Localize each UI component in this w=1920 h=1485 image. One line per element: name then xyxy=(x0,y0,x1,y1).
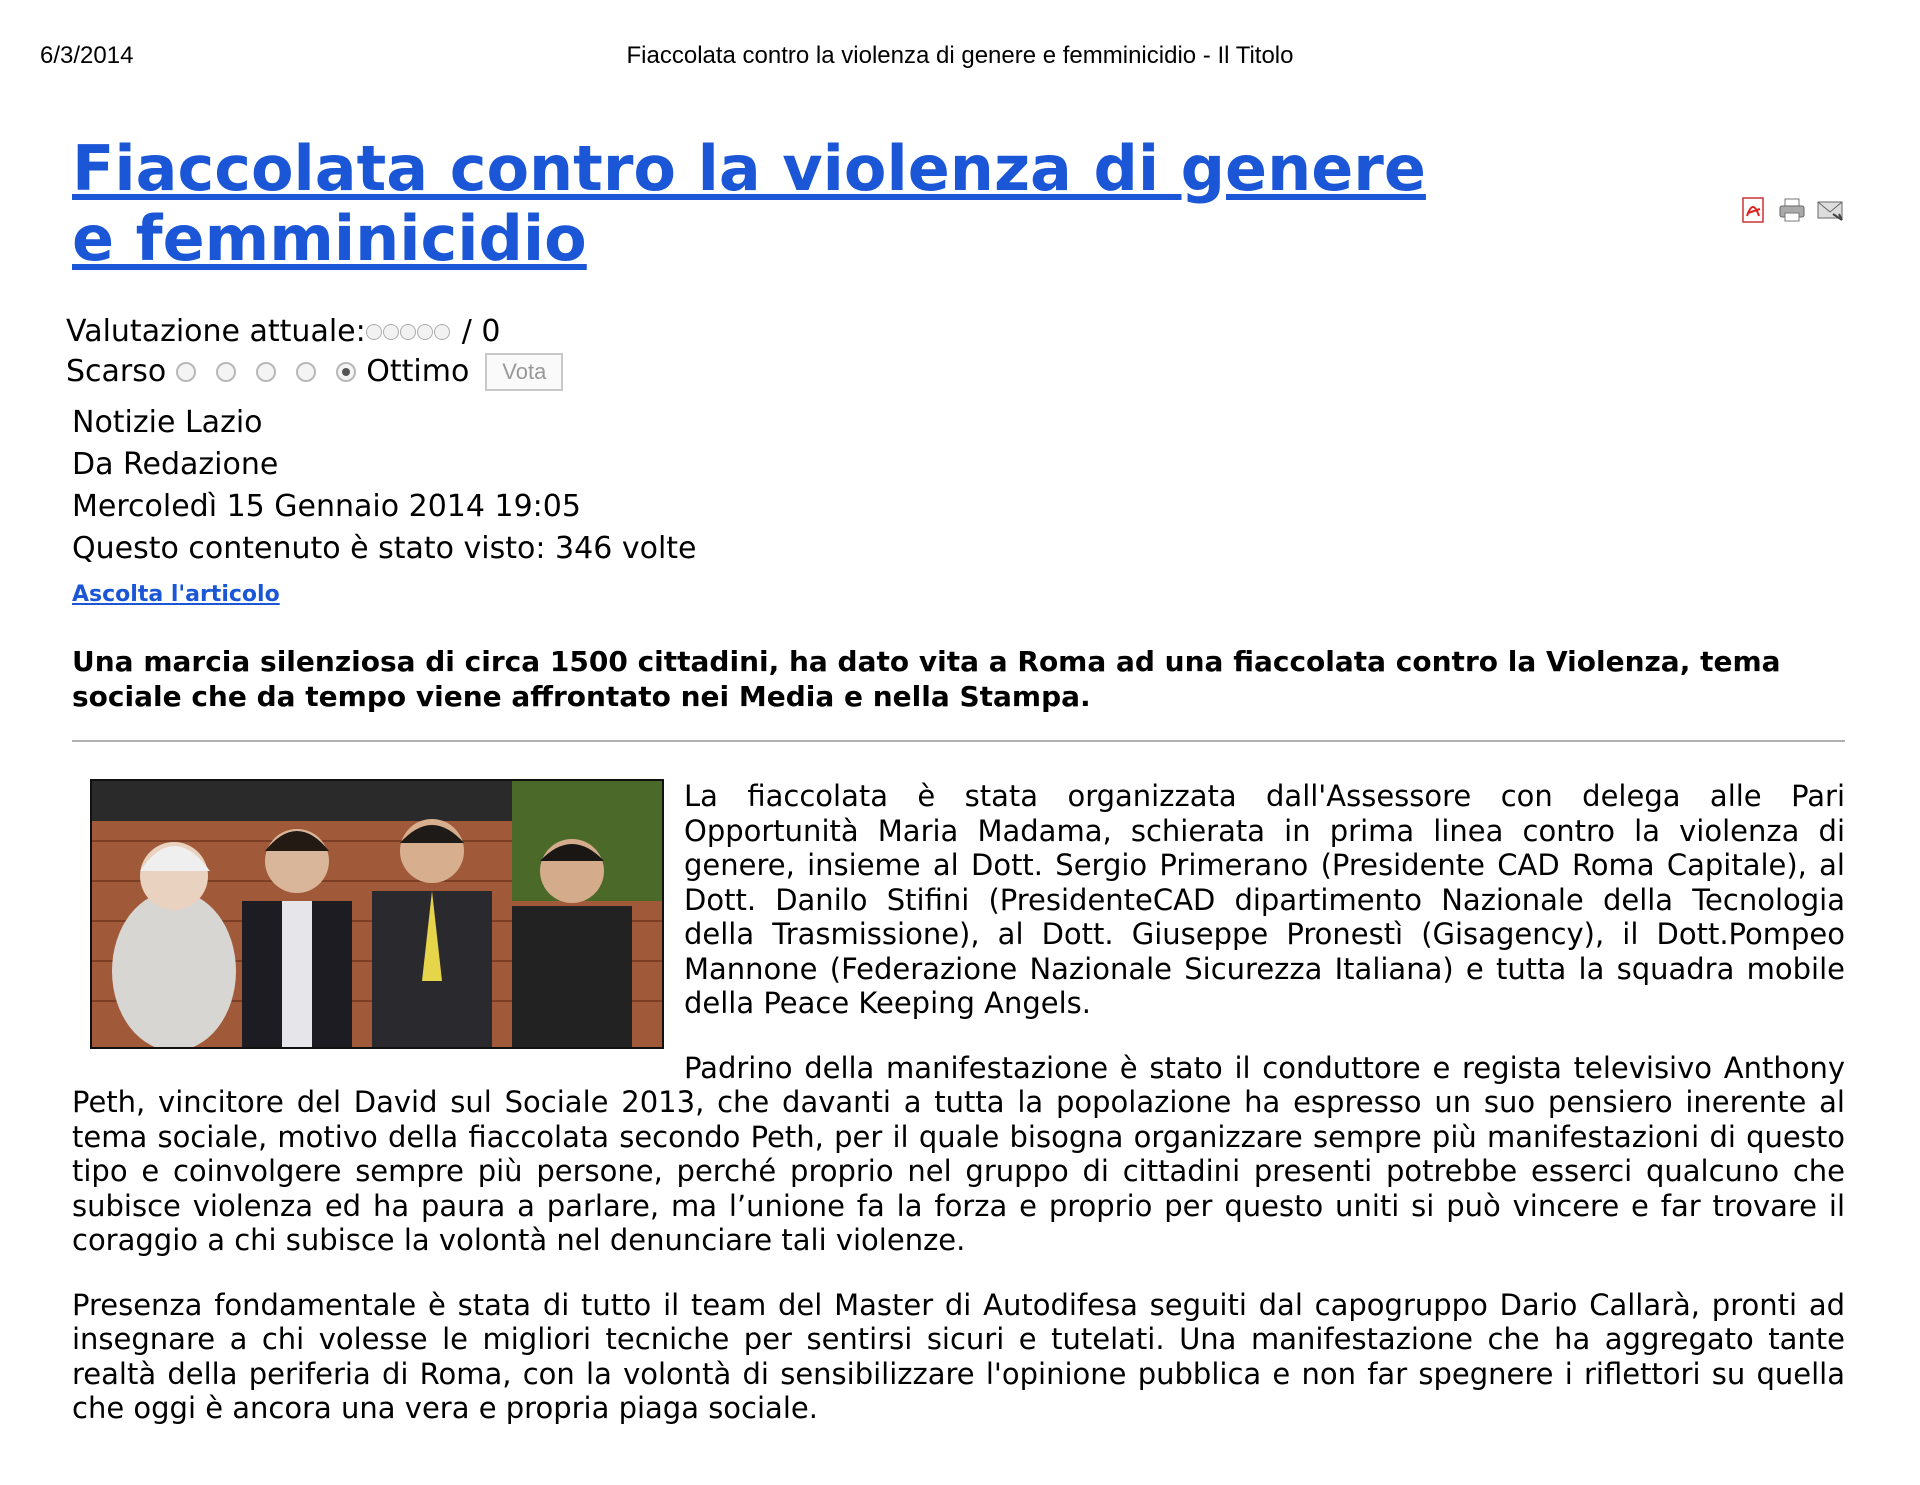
article-intro: Una marcia silenziosa di circa 1500 cittadini, ha dato vita a Roma ad una fiaccolata contro la Violenza, tema sociale che da tempo viene affrontato nei Media e nella Stampa. xyxy=(72,645,1781,713)
rating-low-label: Scarso xyxy=(66,354,167,389)
rating-radio-5[interactable] xyxy=(336,362,356,382)
print-date: 6/3/2014 xyxy=(40,42,134,69)
rating-score: / 0 xyxy=(461,314,501,349)
article-title-link[interactable]: Fiaccolata contro la violenza di genere e femminicidio xyxy=(72,132,1426,275)
rating-radio-2[interactable] xyxy=(216,362,236,382)
print-title: Fiaccolata contro la violenza di genere e femminicidio - Il Titolo xyxy=(626,42,1294,69)
rating-high-label: Ottimo xyxy=(366,354,470,389)
article-meta xyxy=(72,402,1845,616)
listen-article-link[interactable]: Ascolta l'articolo xyxy=(72,582,280,607)
rating-dot-icon xyxy=(383,324,399,340)
rating-stars xyxy=(366,324,450,340)
paragraph-3: Presenza fondamentale è stata di tutto il team del Master di Autodifesa seguiti dal capogruppo Dario Callarà, pronti ad insegnare a chi volesse le migliori tecniche per sentirsi sicuri e tutelati. Una manifestazione che ha aggregato tante realtà della periferia di Roma, con la volontà di sensibilizzare l'opinione pubblica e non far spegnere i riflettori su quella che oggi è ancora una vera e propria piaga sociale. xyxy=(72,1287,1845,1425)
rating-radio-4[interactable] xyxy=(296,362,316,382)
email-icon[interactable] xyxy=(1815,196,1845,224)
rating-radio-3[interactable] xyxy=(256,362,276,382)
article-date: Mercoledì 15 Gennaio 2014 19:05 xyxy=(72,489,581,524)
article-photo xyxy=(90,779,664,1049)
divider xyxy=(72,740,1845,742)
pdf-icon[interactable] xyxy=(1739,196,1769,224)
current-rating xyxy=(66,312,1845,352)
article-author: Da Redazione xyxy=(72,447,279,482)
article-views: Questo contenuto è stato visto: 346 volte xyxy=(72,531,697,566)
rating-dot-icon xyxy=(366,324,382,340)
paragraph-2: Padrino della manifestazione è stato il conduttore e regista televisivo Anthony Peth, vincitore del David sul Sociale 2013, che davanti a tutta la popolazione ha espresso un suo pensiero inerente al tema sociale, motivo della fiaccolata secondo Peth, per il quale bisogna organizzare sempre più manifestazioni di questo tipo e coinvolgere sempre più persone, perché proprio nel gruppo di cittadini presenti potrebbe esserci qualcuno che subisce violenza ed ha paura a parlare, ma l’unione fa la forza e proprio per questo uniti si può vincere e far trovare il coraggio a chi subisce la volontà nel denunciare tali violenze. xyxy=(72,1050,1845,1257)
vote-button[interactable]: Vota xyxy=(485,353,563,391)
article xyxy=(66,132,1845,1456)
rating-dot-icon xyxy=(417,324,433,340)
rating-radio-1[interactable] xyxy=(176,362,196,382)
rating-label: Valutazione attuale: xyxy=(66,314,366,349)
article-tools xyxy=(1739,196,1845,224)
rating-widget xyxy=(66,312,1845,392)
print-icon[interactable] xyxy=(1777,196,1807,224)
paragraph-1: La fiaccolata è stata organizzata dall'Assessore con delega alle Pari Opportunità Maria Madama, schierata in prima linea contro la violenza di genere, insieme al Dott. Sergio Primerano (Presidente CAD Roma Capitale), al Dott. Danilo Stifini (PresidenteCAD dipartimento Nazionale della Tecnologia della Trasmissione), al Dott. Giuseppe Pronestì (Gisagency), il Dott.Pompeo Mannone (Federazione Nazionale Sicurezza Italiana) e tutta la squadra mobile della Peace Keeping Angels. xyxy=(684,779,1845,1020)
rating-dot-icon xyxy=(434,324,450,340)
print-header xyxy=(40,42,1880,72)
article-title xyxy=(72,134,1472,274)
rating-dot-icon xyxy=(400,324,416,340)
article-category: Notizie Lazio xyxy=(72,405,263,440)
article-body xyxy=(72,779,1845,1426)
vote-form xyxy=(66,352,1845,392)
